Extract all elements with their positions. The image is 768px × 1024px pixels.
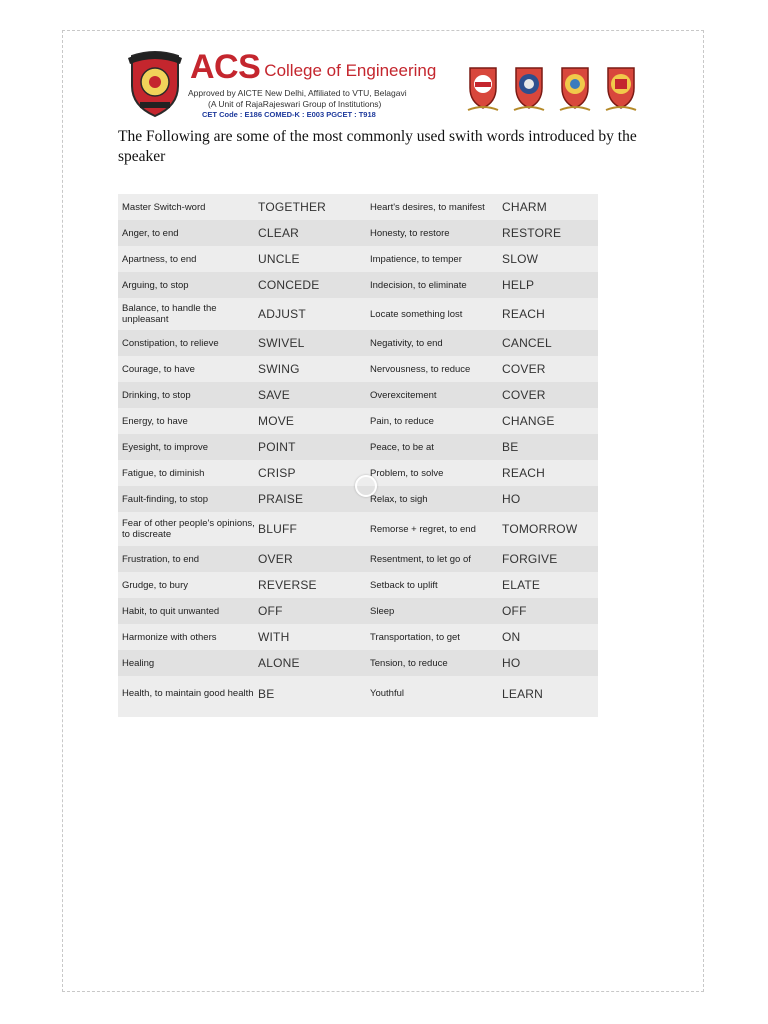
problem-cell: Apartness, to end	[118, 246, 258, 272]
crest-emblem-3-icon	[558, 62, 592, 114]
switch-word-cell: SWING	[258, 356, 366, 382]
table-row	[118, 298, 598, 330]
intro-paragraph: The Following are some of the most commonly used swith words introduced by the speaker	[118, 128, 637, 165]
problem-cell: Harmonize with others	[118, 624, 258, 650]
switch-word-cell: WITH	[258, 624, 366, 650]
switch-word-cell: UNCLE	[258, 246, 366, 272]
switch-word-cell: LEARN	[502, 676, 598, 711]
problem-cell: Fault-finding, to stop	[118, 486, 258, 512]
problem-cell: Grudge, to bury	[118, 572, 258, 598]
college-brand	[190, 50, 436, 84]
switch-word-cell: CHANGE	[502, 408, 598, 434]
switch-word-cell: HELP	[502, 272, 598, 298]
switch-word-cell: OFF	[502, 598, 598, 624]
switch-word-cell: ON	[502, 624, 598, 650]
table-row	[118, 624, 598, 650]
problem-cell: Sleep	[366, 598, 502, 624]
switch-words-table	[118, 194, 598, 717]
switch-word-cell: RESTORE	[502, 220, 598, 246]
table-row	[118, 546, 598, 572]
switch-word-cell: CANCEL	[502, 330, 598, 356]
problem-cell: Tension, to reduce	[366, 650, 502, 676]
switch-word-cell: PRAISE	[258, 486, 366, 512]
approval-text: Approved by AICTE New Delhi, Affiliated to VTU, Belagavi	[188, 88, 407, 98]
problem-cell: Heart's desires, to manifest	[366, 194, 502, 220]
problem-cell: Remorse + regret, to end	[366, 512, 502, 546]
table-row	[118, 272, 598, 298]
problem-cell: Overexcitement	[366, 382, 502, 408]
switch-word-cell: OFF	[258, 598, 366, 624]
switch-word-cell: CHARM	[502, 194, 598, 220]
switch-word-cell: CONCEDE	[258, 272, 366, 298]
loading-spinner-icon	[355, 475, 377, 497]
switch-word-cell: ELATE	[502, 572, 598, 598]
problem-cell: Impatience, to temper	[366, 246, 502, 272]
switch-word-cell: HO	[502, 486, 598, 512]
problem-cell: Fatigue, to diminish	[118, 460, 258, 486]
problem-cell: Constipation, to relieve	[118, 330, 258, 356]
problem-cell: Pain, to reduce	[366, 408, 502, 434]
problem-cell: Relax, to sigh	[366, 486, 502, 512]
switch-word-cell: TOMORROW	[502, 512, 598, 546]
switch-word-cell: SWIVEL	[258, 330, 366, 356]
switch-word-cell: SAVE	[258, 382, 366, 408]
problem-cell: Master Switch-word	[118, 194, 258, 220]
codes-text: CET Code : E186 COMED-K : E003 PGCET : T918	[202, 110, 376, 119]
problem-cell: Healing	[118, 650, 258, 676]
switch-word-cell: MOVE	[258, 408, 366, 434]
switch-word-cell: ALONE	[258, 650, 366, 676]
table-row	[118, 246, 598, 272]
switch-word-cell: CRISP	[258, 460, 366, 486]
switch-word-cell: CLEAR	[258, 220, 366, 246]
switch-word-cell: BE	[502, 434, 598, 460]
crest-emblem-4-icon	[604, 62, 638, 114]
problem-cell: Problem, to solve	[366, 460, 502, 486]
problem-cell: Health, to maintain good health	[118, 676, 258, 711]
switch-word-cell: REACH	[502, 460, 598, 486]
table-row	[118, 512, 598, 546]
table-row	[118, 382, 598, 408]
problem-cell: Honesty, to restore	[366, 220, 502, 246]
switch-word-cell: OVER	[258, 546, 366, 572]
problem-cell: Habit, to quit unwanted	[118, 598, 258, 624]
switch-word-cell: REACH	[502, 298, 598, 330]
switch-word-cell: ADJUST	[258, 298, 366, 330]
problem-cell: Courage, to have	[118, 356, 258, 382]
problem-cell: Resentment, to let go of	[366, 546, 502, 572]
problem-cell: Balance, to handle the unpleasant	[118, 298, 258, 330]
problem-cell: Drinking, to stop	[118, 382, 258, 408]
college-crest-icon	[126, 48, 184, 118]
problem-cell: Locate something lost	[366, 298, 502, 330]
table-row	[118, 598, 598, 624]
problem-cell: Frustration, to end	[118, 546, 258, 572]
switch-word-cell: TOGETHER	[258, 194, 366, 220]
table-row	[118, 650, 598, 676]
switch-word-cell: COVER	[502, 382, 598, 408]
problem-cell: Peace, to be at	[366, 434, 502, 460]
table-row	[118, 356, 598, 382]
switch-word-cell: HO	[502, 650, 598, 676]
table-row	[118, 330, 598, 356]
table-row	[118, 408, 598, 434]
table-row	[118, 220, 598, 246]
problem-cell: Negativity, to end	[366, 330, 502, 356]
switch-word-cell: FORGIVE	[502, 546, 598, 572]
problem-cell: Arguing, to stop	[118, 272, 258, 298]
crest-emblem-1-icon	[466, 62, 500, 114]
switch-word-cell: COVER	[502, 356, 598, 382]
accreditation-emblems	[466, 62, 642, 114]
table-row	[118, 572, 598, 598]
problem-cell: Energy, to have	[118, 408, 258, 434]
unit-text: (A Unit of RajaRajeswari Group of Institutions)	[208, 99, 382, 109]
problem-cell: Youthful	[366, 676, 502, 711]
switch-word-cell: SLOW	[502, 246, 598, 272]
table-row	[118, 434, 598, 460]
problem-cell: Anger, to end	[118, 220, 258, 246]
crest-emblem-2-icon	[512, 62, 546, 114]
switch-word-cell: REVERSE	[258, 572, 366, 598]
problem-cell: Nervousness, to reduce	[366, 356, 502, 382]
switch-word-cell: BE	[258, 676, 366, 711]
logo-acs: ACS	[190, 48, 261, 86]
problem-cell: Eyesight, to improve	[118, 434, 258, 460]
switch-word-cell: POINT	[258, 434, 366, 460]
problem-cell: Fear of other people's opinions, to discreate	[118, 512, 258, 546]
problem-cell: Transportation, to get	[366, 624, 502, 650]
table-row	[118, 676, 598, 711]
problem-cell: Setback to uplift	[366, 572, 502, 598]
problem-cell: Indecision, to eliminate	[366, 272, 502, 298]
table-row	[118, 194, 598, 220]
switch-word-cell: BLUFF	[258, 512, 366, 546]
logo-college-name: College of Engineering	[264, 61, 437, 80]
